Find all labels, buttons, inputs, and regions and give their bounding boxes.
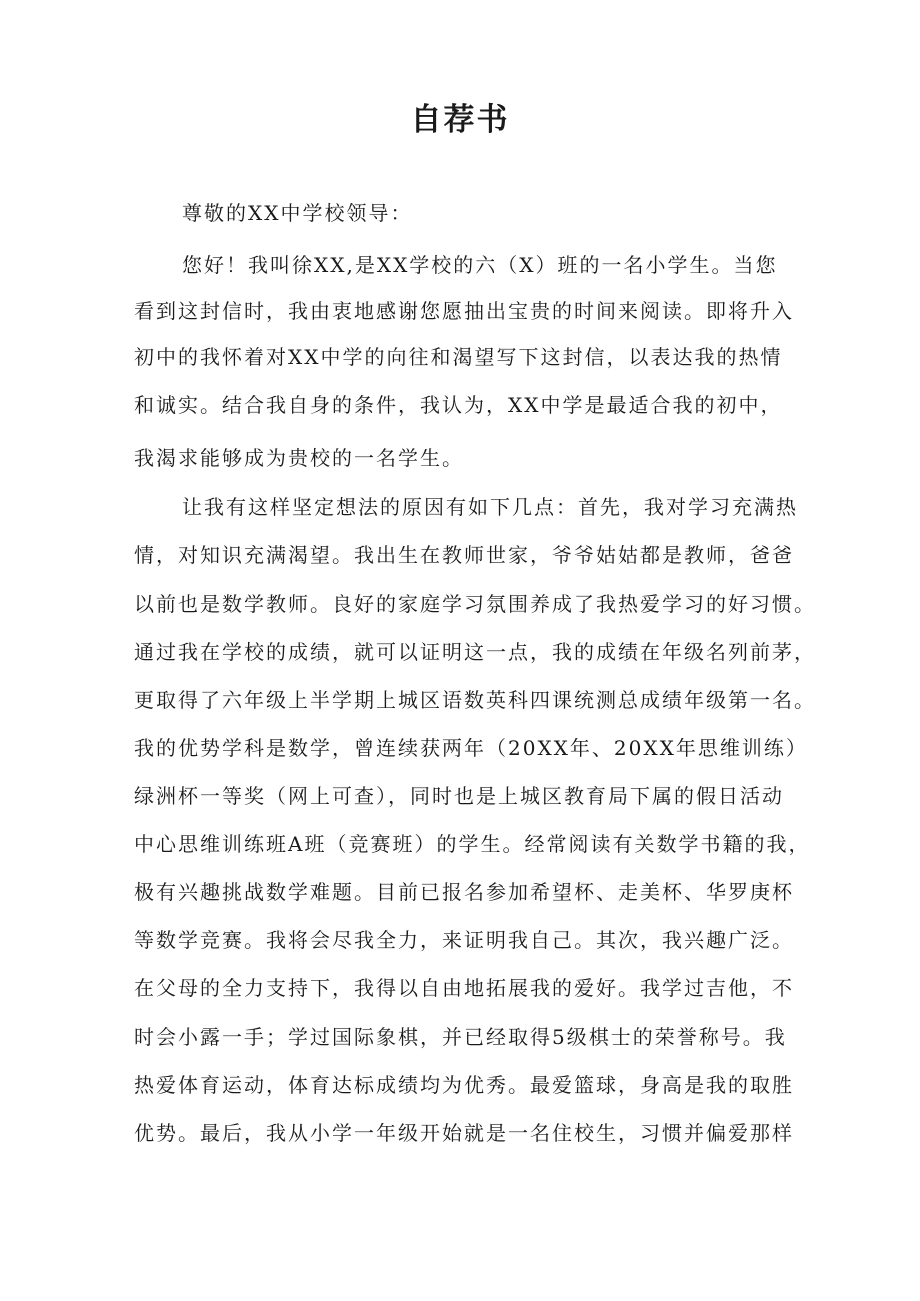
paragraph-line: 您好！我叫徐XX,是XX学校的六（X）班的一名小学生。当您 bbox=[182, 253, 778, 277]
paragraph-line: 初中的我怀着对XX中学的向往和渴望写下这封信，以表达我的热情 bbox=[134, 345, 783, 369]
paragraph-line: 更取得了六年级上半学期上城区语数英科四课统测总成绩年级第一名。 bbox=[134, 688, 816, 712]
paragraph-line: 通过我在学校的成绩，就可以证明这一点，我的成绩在年级名列前茅， bbox=[134, 640, 816, 664]
paragraph-line: 在父母的全力支持下，我得以自由地拓展我的爱好。我学过吉他，不 bbox=[134, 976, 794, 1000]
paragraph-line: 时会小露一手；学过国际象棋，并已经取得5级棋士的荣誉称号。我 bbox=[134, 1025, 787, 1049]
salutation: 尊敬的XX中学校领导： bbox=[182, 201, 413, 225]
paragraph-line: 等数学竞赛。我将会尽我全力，来证明我自己。其次，我兴趣广泛。 bbox=[134, 928, 794, 952]
paragraph-line: 让我有这样坚定想法的原因有如下几点：首先，我对学习充满热 bbox=[182, 495, 798, 519]
paragraph-line: 以前也是数学教师。良好的家庭学习氛围养成了我热爱学习的好习惯。 bbox=[134, 592, 816, 616]
paragraph-line: 情，对知识充满渴望。我出生在教师世家，爷爷姑姑都是教师，爸爸 bbox=[134, 543, 794, 567]
paragraph-line: 和诚实。结合我自身的条件，我认为，XX中学是最适合我的初中， bbox=[134, 393, 783, 417]
document-title: 自荐书 bbox=[410, 102, 510, 138]
paragraph-line: 我渴求能够成为贵校的一名学生。 bbox=[134, 446, 464, 470]
paragraph-line: 热爱体育运动，体育达标成绩均为优秀。最爱篮球，身高是我的取胜 bbox=[134, 1073, 794, 1097]
paragraph-line: 极有兴趣挑战数学难题。目前已报名参加希望杯、走美杯、华罗庚杯 bbox=[134, 880, 794, 904]
paragraph-line: 我的优势学科是数学，曾连续获两年（20XX年、20XX年思维训练） bbox=[134, 736, 808, 760]
paragraph-line: 优势。最后，我从小学一年级开始就是一名住校生，习惯并偏爱那样 bbox=[134, 1121, 794, 1145]
paragraph-line: 看到这封信时，我由衷地感谢您愿抽出宝贵的时间来阅读。即将升入 bbox=[134, 299, 794, 323]
paragraph-line: 中心思维训练班A班（竞赛班）的学生。经常阅读有关数学书籍的我， bbox=[134, 832, 811, 856]
paragraph-line: 绿洲杯一等奖（网上可查），同时也是上城区教育局下属的假日活动 bbox=[134, 784, 784, 808]
